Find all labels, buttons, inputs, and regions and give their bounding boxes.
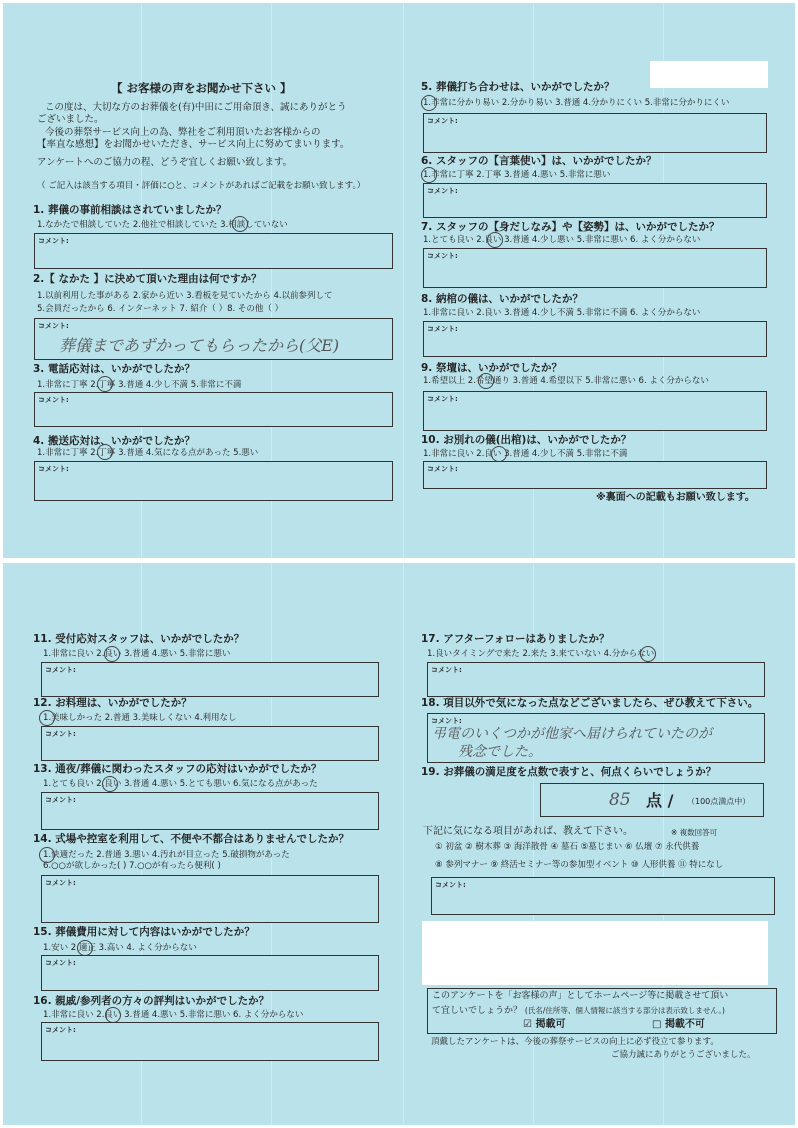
question-14: 14. 式場や控室を利用して、不便や不都合はありませんでしたか？ [33,833,350,845]
answer-mark [77,940,93,956]
answer-mark [39,847,55,863]
q16-comment-box[interactable]: コメント: [41,1022,379,1061]
q10-options: 1.非常に良い 2.良い 3.普通 4.少し不満 5.非常に不満 [423,449,628,459]
q13-comment-box[interactable]: コメント: [41,792,379,830]
q3-comment-box[interactable]: コメント: [34,392,393,427]
score-unit: 点 / [646,791,674,810]
q11-options: 1.非常に良い 2.良い 3.普通 4.悪い 5.非常に悪い [43,649,231,659]
intro-line: 今後の葬祭サービス向上の為、弊社をご利用頂いたお客様からの [45,127,321,138]
footer-text: ご協力誠にありがとうございました。 [611,1050,756,1060]
instruction-note: （ ご記入は該当する項目・評価に○と、コメントがあればご記載をお願い致します。） [37,181,366,191]
intro-line: ございました。 [37,114,104,125]
q8-comment-box[interactable]: コメント: [423,321,767,357]
intro-line: アンケートへのご協力の程、どうぞ宜しくお願い致します。 [37,157,293,168]
answer-mark [97,444,113,460]
question-7: 7. スタッフの【身だしなみ】や【姿勢】は、いかがでしたか？ [421,221,720,233]
q17-comment-box[interactable]: コメント: [427,662,765,697]
multi-answer-note: ※ 複数回答可 [671,828,718,837]
question-4: 4. 搬送応対は、いかがでしたか？ [33,435,195,447]
q4-comment-box[interactable]: コメント: [34,461,393,501]
q13-options: 1.とても良い 2.良い 3.普通 4.悪い 5.とても悪い 6.気になる点があった [43,779,318,789]
score-value: 85 [609,790,631,810]
q6-comment-box[interactable]: コメント: [423,183,767,218]
consent-text: このアンケートを「お客様の声」としてホームページ等に掲載させて頂い [432,991,729,1001]
question-8: 8. 納棺の儀は、いかがでしたか？ [421,293,583,305]
q17-options: 1.良いタイミングで来た 2.来た 3.来ていない 4.分からない [427,649,655,659]
q14-options: 6.○○が欲しかった( ) 7.○○が有ったら便利( ) [43,861,221,871]
question-10: 10. お別れの儀(出棺)は、いかがでしたか？ [421,434,632,446]
q16-options: 1.非常に良い 2.良い 3.普通 4.悪い 5.非常に悪い 6. よく分からない [43,1010,304,1020]
publish-deny-option[interactable]: □ 掲載不可 [652,1019,705,1030]
redaction-box [650,61,768,88]
interest-comment-box[interactable]: コメント: [431,877,775,915]
answer-mark [421,167,437,183]
q4-options: 1.非常に丁寧 2.丁寧 3.普通 4.気になる点があった 5.悪い [37,448,259,458]
redaction-box [422,921,768,985]
q18-comment-box[interactable]: コメント: 弔電のいくつかが他家へ届けられていたのが 残念でした。 [427,713,765,763]
q1-options: 1.なかたで相談していた 2.他社で相談していた 3.相談していない [37,220,288,230]
q15-options: 1.安い 2.適正 3.高い 4. よく分からない [43,943,197,953]
answer-mark [640,646,656,662]
answer-mark [491,446,507,462]
q5-comment-box[interactable]: コメント: [423,113,767,153]
q10-comment-box[interactable]: コメント: [423,461,767,489]
handwritten-comment: 弔電のいくつかが他家へ届けられていたのが [432,726,712,742]
q15-comment-box[interactable]: コメント: [41,955,379,991]
question-1: 1. 葬儀の事前相談はされていましたか？ [33,204,227,216]
q1-comment-box[interactable]: コメント: [34,233,393,269]
answer-mark [97,376,113,392]
q14-options: 1.快適だった 2.普通 3.悪い 4.汚れが目立った 5.破損物があった [43,850,290,860]
q9-options: 1.希望以上 2.希望通り 3.普通 4.希望以下 5.非常に悪い 6. よく分からない [423,376,709,386]
question-11: 11. 受付応対スタッフは、いかがでしたか？ [33,633,245,645]
q5-options: 1.非常に分かり易い 2.分かり易い 3.普通 4.分かりにくい 5.非常に分かりにくい [423,98,730,108]
q11-comment-box[interactable]: コメント: [41,662,379,697]
q8-options: 1.非常に良い 2.良い 3.普通 4.少し不満 5.非常に不満 6. よく分からない [423,308,701,318]
question-9: 9. 祭壇は、いかがでしたか？ [421,362,562,374]
answer-mark [478,373,494,389]
q14-comment-box[interactable]: コメント: [41,875,379,923]
publish-allow-option[interactable]: ☑ 掲載可 [523,1019,566,1030]
question-13: 13. 通夜/葬儀に関わったスタッフの応対はいかがでしたか？ [33,763,322,775]
publish-consent-box [427,988,777,1034]
interest-items: ① 初盆 ② 樹木葬 ③ 海洋散骨 ④ 墓石 ⑤墓じまい ⑥ 仏壇 ⑦ 永代供養 [435,842,700,852]
q2-options: 1.以前利用した事がある 2.家から近い 3.看板を見ていたから 4.以前参列して [37,291,333,301]
q12-comment-box[interactable]: コメント: [41,726,379,761]
answer-mark [104,646,120,662]
q2-options: 5.会員だったから 6. インターネット 7. 紹介（ ）8. その他（ ） [37,304,284,314]
question-12: 12. お料理は、いかがでしたか？ [33,697,192,709]
survey-page-front [3,3,795,558]
answer-mark [232,216,248,232]
q3-options: 1.非常に丁寧 2.丁寧 3.普通 4.少し不満 5.非常に不満 [37,380,242,390]
answer-mark [487,232,503,248]
q6-options: 1.非常に丁寧 2.丁寧 3.普通 4.悪い 5.非常に悪い [423,170,611,180]
question-17: 17. アフターフォローはありましたか？ [421,633,610,645]
handwritten-comment: 葬儀まであずかってもらったから(父E) [59,336,340,355]
question-3: 3. 電話応対は、いかがでしたか？ [33,363,195,375]
answer-mark [421,95,437,111]
interest-items: ⑧ 参列マナー ⑨ 終活セミナー等の参加型イベント ⑩ 人形供養 ⑪ 特になし [435,860,724,870]
question-2: 2.【 なかた 】に決めて頂いた理由は何ですか？ [33,273,262,285]
q12-options: 1.美味しかった 2.普通 3.美味しくない 4.利用なし [43,713,237,723]
answer-mark [102,776,118,792]
q2-comment-box[interactable]: コメント: 葬儀まであずかってもらったから(父E) [34,318,393,360]
answer-mark [39,710,55,726]
question-6: 6. スタッフの【言葉使い】は、いかがでしたか？ [421,155,657,167]
reverse-side-note: ※裏面への記載もお願い致します。 [596,492,755,503]
intro-line: この度は、大切な方のお葬儀を(有)中田にご用命頂き、誠にありがとう [45,102,347,113]
answer-mark [105,1007,121,1023]
question-19: 19. お葬儀の満足度を点数で表すと、何点くらいでしょうか？ [421,766,717,778]
survey-title: 【 お客様の声をお聞かせ下さい 】 [111,81,292,95]
q7-comment-box[interactable]: コメント: [423,248,767,288]
interest-title: 下記に気になる項目があれば、教えて下さい。 [423,826,633,837]
satisfaction-score-box[interactable] [540,783,764,817]
survey-page-back [3,563,795,1125]
q7-options: 1.とても良い 2.良い 3.普通 4.少し悪い 5.非常に悪い 6. よく分からない [423,235,701,245]
handwritten-comment: 残念でした。 [458,744,542,760]
intro-line: 【率直な感想】をお聞かせいただき、サービス向上に努めてまいります。 [37,139,350,150]
question-5: 5. 葬儀打ち合わせは、いかがでしたか？ [421,81,615,93]
q9-comment-box[interactable]: コメント: [423,391,767,431]
consent-text: て宜しいでしょうか？ (氏名/住所等、個人情報に該当する部分は表示致しません。) [432,1006,725,1016]
question-16: 16. 親戚/参列者の方々の評判はいかがでしたか？ [33,995,270,1007]
score-max-note: （100点満点中） [687,797,751,806]
question-18: 18. 項目以外で気になった点などございましたら、ぜひ教えて下さい。 [421,697,759,709]
question-15: 15. 葬儀費用に対して内容はいかがでしたか？ [33,926,255,938]
footer-text: 頂戴したアンケートは、今後の葬祭サービスの向上に必ず役立て参ります。 [431,1037,719,1047]
